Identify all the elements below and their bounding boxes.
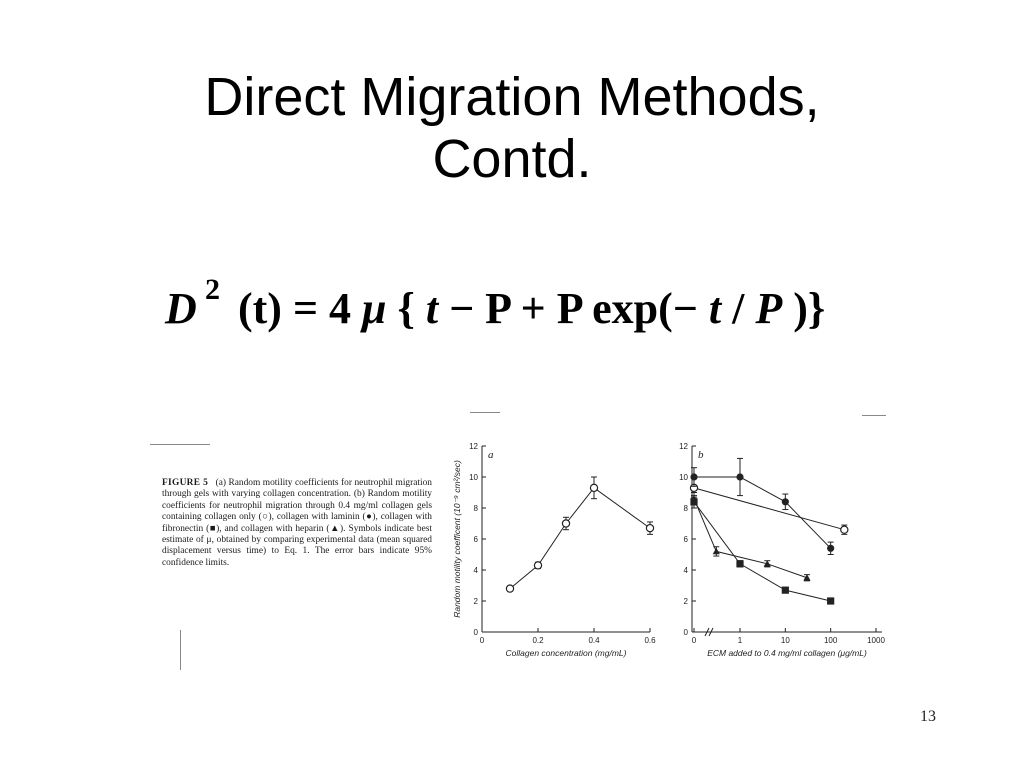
y-tick-label: 12 xyxy=(469,442,478,451)
data-point-filled-circle xyxy=(690,473,697,480)
data-point-filled-triangle xyxy=(713,548,720,554)
formula-part: )} xyxy=(793,284,826,333)
x-tick-label: 0.4 xyxy=(588,636,600,645)
scan-artifact xyxy=(470,412,500,413)
formula-part: − P + P xyxy=(449,284,593,333)
series-line xyxy=(694,477,831,548)
data-point-open-circle xyxy=(562,520,569,527)
panel-label: a xyxy=(488,449,494,461)
formula-part: exp(− xyxy=(592,284,698,333)
formula-part: P xyxy=(755,284,783,333)
formula-part: t xyxy=(425,284,439,333)
y-tick-label: 10 xyxy=(469,473,478,482)
x-tick-label: 0.2 xyxy=(532,636,544,645)
y-tick-label: 12 xyxy=(679,442,688,451)
x-axis-label: Collagen concentration (mg/mL) xyxy=(505,648,627,658)
y-tick-label: 0 xyxy=(683,628,688,637)
figure-caption xyxy=(162,478,432,569)
data-point-filled-circle xyxy=(782,498,789,505)
data-point-filled-square xyxy=(736,560,743,567)
y-tick-label: 4 xyxy=(683,566,688,575)
formula-part: μ xyxy=(362,284,387,333)
data-point-open-circle xyxy=(534,562,541,569)
y-tick-label: 0 xyxy=(473,628,478,637)
data-point-filled-square xyxy=(827,597,834,604)
y-tick-label: 6 xyxy=(473,535,478,544)
x-tick-label: 1 xyxy=(737,636,743,645)
y-tick-label: 6 xyxy=(683,535,688,544)
chart-b xyxy=(660,430,900,670)
series-line xyxy=(694,499,807,578)
page-number: 13 xyxy=(920,708,936,725)
data-point-filled-circle xyxy=(827,545,834,552)
y-tick-label: 8 xyxy=(473,504,478,513)
data-point-filled-square xyxy=(782,587,789,594)
scan-artifact xyxy=(862,415,886,416)
y-tick-label: 2 xyxy=(473,597,478,606)
scan-artifact xyxy=(150,444,210,445)
formula-part: / xyxy=(732,284,756,333)
data-point-filled-circle xyxy=(736,473,743,480)
data-point-open-circle xyxy=(841,526,848,533)
figure-caption-text: (a) Random motility coefficients for neutrophil migration through gels with varying collagen concentration. (b) Random motility coefficients for neutrophil migration through 0.4 mg/ml collagen gels containing collagen only (○), collagen with laminin (●), collagen with fibronectin (■), and collagen with heparin (▲). Symbols indicate best estimate of μ, obtained by comparing experimental data (mean squared displacement versus time) to Eq. 1. The error bars indicate 95% confidence limits. xyxy=(162,478,432,568)
y-tick-label: 2 xyxy=(683,597,688,606)
data-point-open-circle xyxy=(506,585,513,592)
y-axis-label: Random motility coefficent (10⁻⁹ cm²/sec) xyxy=(452,460,462,618)
slide-title-line2: Contd. xyxy=(432,129,592,189)
series-line xyxy=(510,488,650,589)
chart-a xyxy=(440,430,670,670)
diffusion-formula xyxy=(0,255,1024,345)
x-tick-label: 0 xyxy=(691,636,697,645)
x-tick-label: 0 xyxy=(479,636,485,645)
y-tick-label: 4 xyxy=(473,566,478,575)
data-point-open-circle xyxy=(646,525,653,532)
figure-caption-label: FIGURE 5 xyxy=(162,478,209,488)
x-tick-label: 100 xyxy=(823,636,838,645)
formula-part: 2 xyxy=(205,273,220,306)
formula-part: (t) = 4 xyxy=(238,284,352,333)
formula-part: t xyxy=(708,284,722,333)
formula-part: { xyxy=(397,284,415,333)
x-axis-label: ECM added to 0.4 mg/ml collagen (μg/mL) xyxy=(707,648,867,658)
data-point-open-circle xyxy=(590,484,597,491)
y-tick-label: 8 xyxy=(683,504,688,513)
x-tick-label: 0.6 xyxy=(644,636,656,645)
x-tick-label: 10 xyxy=(780,636,790,645)
formula-part: D xyxy=(165,284,197,333)
svg-text:D 2 (t) = 4 μ xyxy=(164,260,825,333)
series-line xyxy=(694,488,844,530)
slide-title-line1: Direct Migration Methods, xyxy=(204,67,820,127)
x-tick-label: 1000 xyxy=(867,636,885,645)
panel-label: b xyxy=(698,449,704,461)
y-tick-label: 10 xyxy=(679,473,688,482)
scan-artifact xyxy=(180,630,181,670)
slide-title xyxy=(112,66,912,190)
